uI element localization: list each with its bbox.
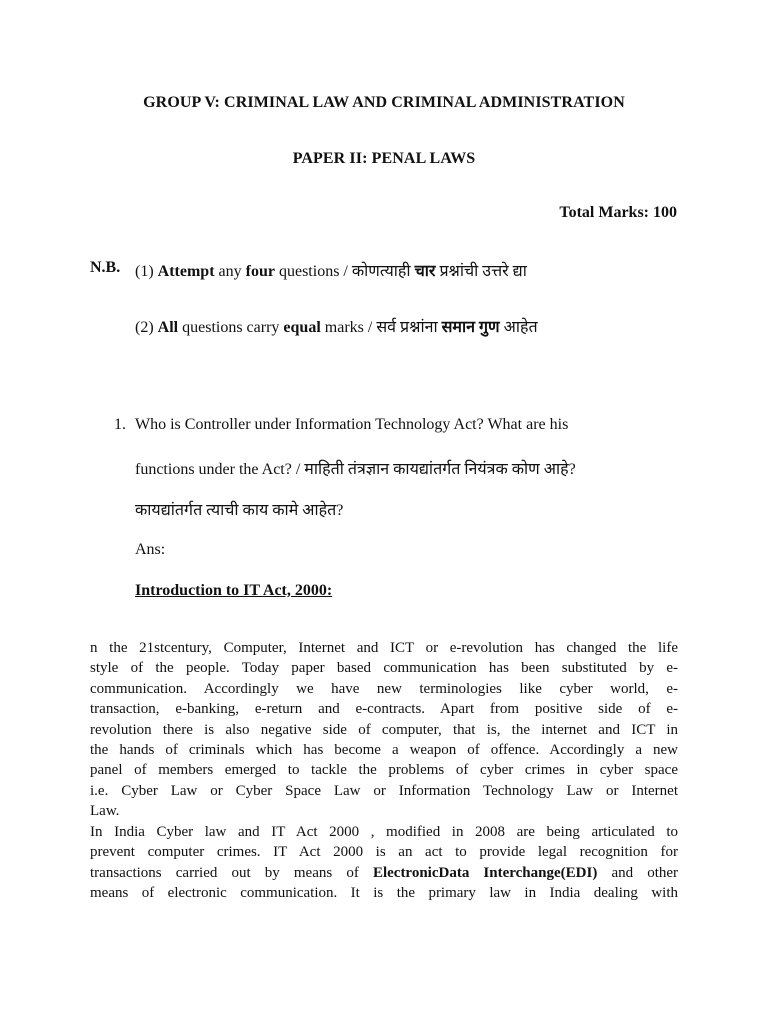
note-1 xyxy=(135,259,527,281)
paragraph-line: transaction, e-banking, e-return and e-contracts. Apart from positive side of e- xyxy=(90,701,678,718)
note-2 xyxy=(135,315,538,337)
paragraph-line-edi xyxy=(90,863,678,883)
note-2-all: All xyxy=(157,319,179,336)
question-line-1: Who is Controller under Information Technology Act? What are his xyxy=(135,416,569,433)
paragraph-line: In India Cyber law and IT Act 2000 , modified in 2008 are being articulated to xyxy=(90,824,678,840)
paragraph-line: n the 21stcentury, Computer, Internet and ICT or e-revolution has changed the life xyxy=(90,640,678,656)
paragraph-2 xyxy=(90,822,678,904)
paragraph-line: revolution there is also negative side of computer, that is, the internet and ICT in xyxy=(90,721,678,738)
note-1-any: any xyxy=(218,263,242,280)
edi-prefix: transactions carried out by means of xyxy=(90,864,359,881)
question-number: 1. xyxy=(114,416,126,433)
paper-title: PAPER II: PENAL LAWS xyxy=(292,150,476,167)
nb-label: N.B. xyxy=(90,259,121,276)
note-2-questions-carry: questions carry xyxy=(182,319,280,336)
paragraph-line: panel of members emerged to tackle the problems of cyber crimes in cyber space xyxy=(90,762,678,779)
note-1-number: (1) xyxy=(135,263,154,280)
paragraph-line: prevent computer crimes. IT Act 2000 is an act to provide legal recognition for xyxy=(90,844,678,861)
paragraph-line: the hands of criminals which has become a weapon of offence. Accordingly a new xyxy=(90,742,678,759)
group-title: GROUP V: CRIMINAL LAW AND CRIMINAL ADMINISTRATION xyxy=(143,94,625,111)
question-line-3: कायद्यांतर्गत त्याची काय कामे आहेत? xyxy=(135,502,344,519)
note-1-attempt: Attempt xyxy=(157,263,215,280)
question-line-2: functions under the Act? / माहिती तंत्रज्ञान कायद्यांतर्गत नियंत्रक कोण आहे? xyxy=(135,461,576,478)
note-2-marks: marks / सर्व प्रश्नांना xyxy=(324,319,438,336)
note-2-rest: आहेत xyxy=(503,319,538,336)
note-1-questions: questions / कोणत्याही xyxy=(278,263,411,280)
paragraph-line: i.e. Cyber Law or Cyber Space Law or Information Technology Law or Internet xyxy=(90,782,678,799)
paragraph-1 xyxy=(90,638,678,822)
paragraph-line: communication. Accordingly we have new terminologies like cyber world, e- xyxy=(90,680,678,697)
answer-label: Ans: xyxy=(135,541,166,558)
note-1-rest: प्रश्नांची उत्तरे द्या xyxy=(439,263,527,280)
total-marks: Total Marks: 100 xyxy=(559,204,677,221)
note-2-saman-gun: समान गुण xyxy=(441,319,500,336)
note-2-number: (2) xyxy=(135,319,154,336)
note-2-equal: equal xyxy=(283,319,321,336)
section-heading: Introduction to IT Act, 2000: xyxy=(135,582,333,599)
edi-suffix: and other xyxy=(611,864,679,881)
note-1-four: four xyxy=(245,263,275,280)
paragraph-line: means of electronic communication. It is the primary law in India dealing with xyxy=(90,885,678,902)
paragraph-line: style of the people. Today paper based communication has been substituted by e- xyxy=(90,660,678,677)
edi-term: ElectronicData Interchange(EDI) xyxy=(372,864,598,881)
note-1-char: चार xyxy=(414,263,436,280)
paragraph-line: Law. xyxy=(90,803,120,820)
